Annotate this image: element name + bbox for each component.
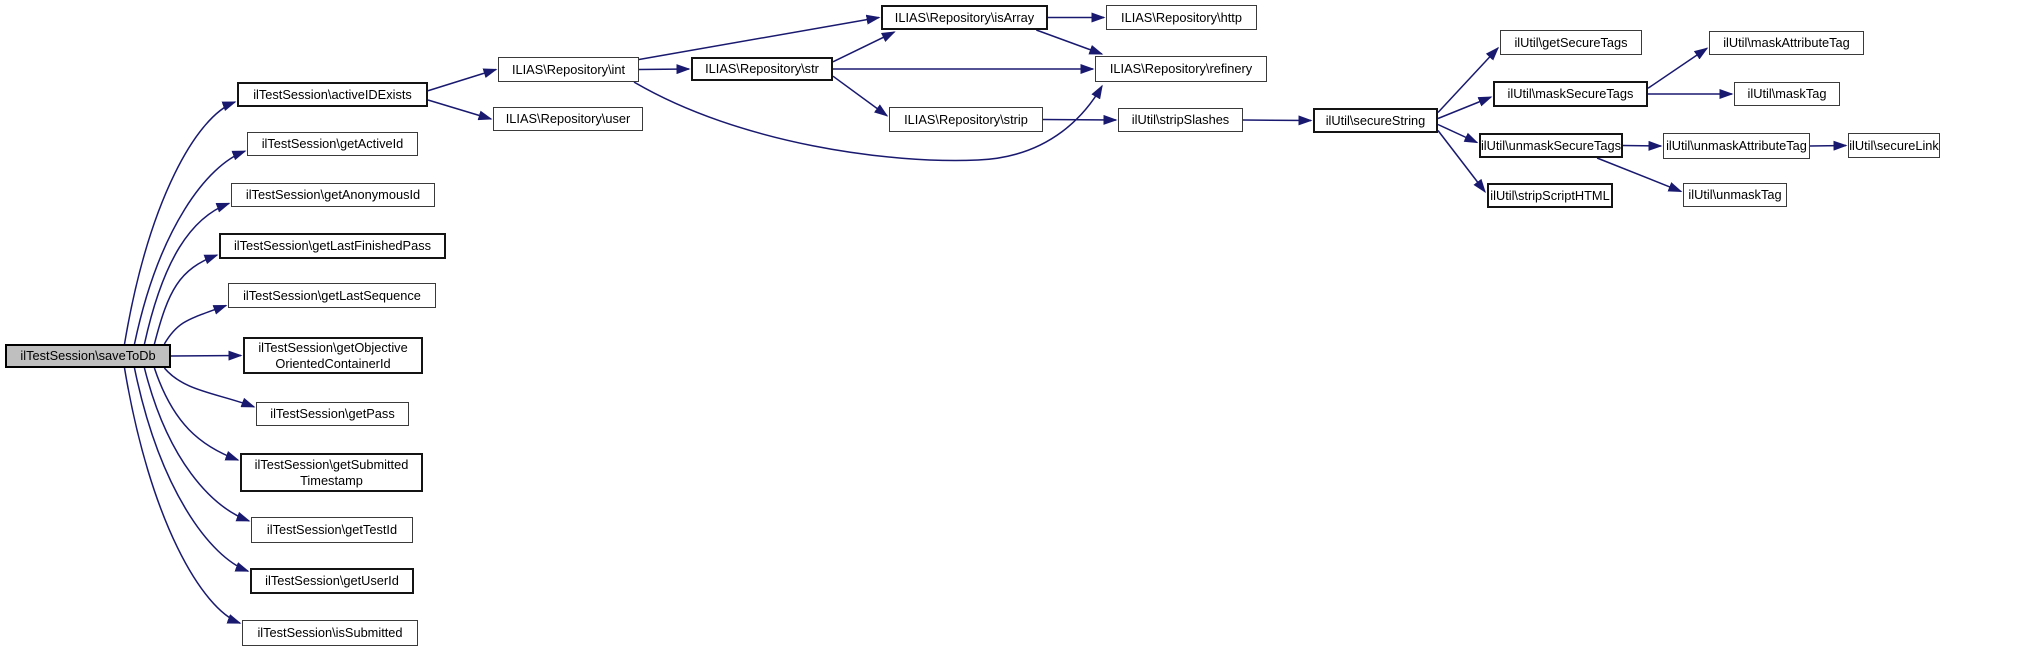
node-label: ilUtil\secureString: [1325, 112, 1426, 128]
edge-unmaskAttributeTag-to-secureLink: [1810, 146, 1846, 147]
edge-repoStr-to-repoIsArray: [833, 32, 894, 62]
node-label: ilUtil\maskTag: [1747, 86, 1827, 102]
node-label: ilTestSession\getTestId: [266, 522, 398, 538]
node-getTestId[interactable]: [251, 517, 413, 543]
node-label: ilUtil\maskAttributeTag: [1723, 35, 1850, 51]
node-label: ilTestSession\getActiveId: [261, 136, 404, 152]
edge-maskSecureTags-to-maskAttributeTag: [1648, 48, 1707, 88]
edge-repoIsArray-to-repoRefinery: [1036, 30, 1102, 54]
node-getActiveId[interactable]: [247, 132, 418, 156]
edge-repoStr-to-repoStrip: [833, 76, 887, 116]
node-unmaskTag[interactable]: [1683, 183, 1787, 207]
node-getLastSequence[interactable]: [228, 283, 436, 308]
edge-activeIDExists-to-repoInt: [428, 70, 496, 91]
node-getUserId[interactable]: [250, 568, 414, 594]
node-unmaskAttributeTag[interactable]: [1663, 133, 1810, 159]
edge-saveToDb-to-getObjectiveOrientedContainerId: [171, 356, 241, 357]
node-label: ILIAS\Repository\str: [705, 61, 819, 77]
node-label: ILIAS\Repository\user: [505, 111, 631, 127]
node-secureString[interactable]: [1313, 108, 1438, 133]
node-label: ILIAS\Repository\strip: [904, 111, 1028, 127]
node-getObjectiveOrientedContainerId[interactable]: [243, 337, 423, 374]
edge-repoStrip-to-stripSlashes: [1043, 120, 1116, 121]
edge-saveToDb-to-getSubmittedTimestamp: [154, 368, 238, 460]
node-getSubmittedTimestamp[interactable]: [240, 453, 423, 492]
edge-secureString-to-maskSecureTags: [1438, 97, 1491, 118]
node-repoHttp[interactable]: [1106, 5, 1257, 30]
node-stripScriptHTML[interactable]: [1487, 183, 1613, 208]
node-maskTag[interactable]: [1734, 82, 1840, 106]
node-saveToDb: [5, 344, 171, 368]
node-repoStr[interactable]: [691, 57, 833, 81]
edge-secureString-to-unmaskSecureTags: [1438, 125, 1477, 143]
edge-activeIDExists-to-repoUser: [428, 100, 491, 119]
node-label: ilTestSession\isSubmitted: [257, 625, 403, 641]
node-label: Timestamp: [300, 472, 363, 488]
node-label: ilUtil\unmaskAttributeTag: [1666, 138, 1807, 154]
node-label: ilTestSession\getSubmitted: [254, 457, 409, 472]
node-label: ilUtil\stripScriptHTML: [1490, 187, 1610, 203]
node-stripSlashes[interactable]: [1118, 108, 1243, 132]
node-label: ILIAS\Repository\isArray: [894, 9, 1035, 25]
node-getPass[interactable]: [256, 402, 409, 426]
node-label: ilUtil\unmaskSecureTags: [1480, 137, 1622, 153]
edge-repoInt-to-repoStr: [639, 69, 689, 70]
node-repoInt[interactable]: [498, 57, 639, 82]
node-maskSecureTags[interactable]: [1493, 81, 1648, 107]
node-label: ILIAS\Repository\http: [1121, 9, 1242, 25]
edge-saveToDb-to-getTestId: [144, 368, 249, 521]
node-activeIDExists[interactable]: [237, 82, 428, 107]
node-label: ilUtil\unmaskTag: [1688, 187, 1782, 203]
node-label: OrientedContainerId: [275, 355, 391, 371]
node-getLastFinishedPass[interactable]: [219, 233, 446, 259]
node-label: ILIAS\Repository\int: [511, 61, 626, 77]
node-maskAttributeTag[interactable]: [1709, 31, 1864, 55]
edge-unmaskSecureTags-to-unmaskAttributeTag: [1623, 146, 1661, 147]
node-label: ILIAS\Repository\refinery: [1109, 61, 1253, 77]
node-label: ilTestSession\getUserId: [265, 573, 399, 589]
node-label: ilTestSession\getAnonymousId: [245, 187, 421, 203]
edge-saveToDb-to-getPass: [164, 368, 254, 407]
node-repoStrip[interactable]: [889, 107, 1043, 132]
node-repoIsArray[interactable]: [881, 5, 1048, 30]
node-label: ilTestSession\activeIDExists: [253, 86, 412, 102]
node-unmaskSecureTags[interactable]: [1479, 133, 1623, 158]
node-getAnonymousId[interactable]: [231, 183, 435, 207]
node-label: ilUtil\getSecureTags: [1514, 34, 1628, 50]
edge-saveToDb-to-getLastFinishedPass: [154, 255, 217, 344]
edge-saveToDb-to-isSubmitted: [125, 368, 240, 623]
node-secureLink[interactable]: [1848, 133, 1940, 158]
node-label: ilTestSession\getPass: [270, 406, 395, 422]
node-label: ilUtil\secureLink: [1849, 137, 1939, 153]
edge-saveToDb-to-getLastSequence: [164, 306, 226, 345]
edge-saveToDb-to-getUserId: [134, 368, 248, 571]
node-label: ilTestSession\saveToDb: [20, 348, 156, 364]
node-label: ilTestSession\getLastSequence: [243, 287, 421, 303]
edge-secureString-to-stripScriptHTML: [1438, 131, 1485, 192]
node-isSubmitted[interactable]: [242, 620, 418, 646]
node-label: ilUtil\stripSlashes: [1131, 112, 1230, 128]
node-label: ilTestSession\getLastFinishedPass: [233, 238, 432, 254]
node-label: ilTestSession\getObjective: [258, 340, 408, 355]
edge-secureString-to-getSecureTags: [1438, 48, 1498, 113]
edge-repoInt-to-repoIsArray: [639, 18, 879, 60]
node-label: ilUtil\maskSecureTags: [1507, 86, 1634, 102]
node-getSecureTags[interactable]: [1500, 30, 1642, 55]
node-repoUser[interactable]: [493, 107, 643, 131]
node-repoRefinery[interactable]: [1095, 56, 1267, 82]
edge-stripSlashes-to-secureString: [1243, 120, 1311, 121]
